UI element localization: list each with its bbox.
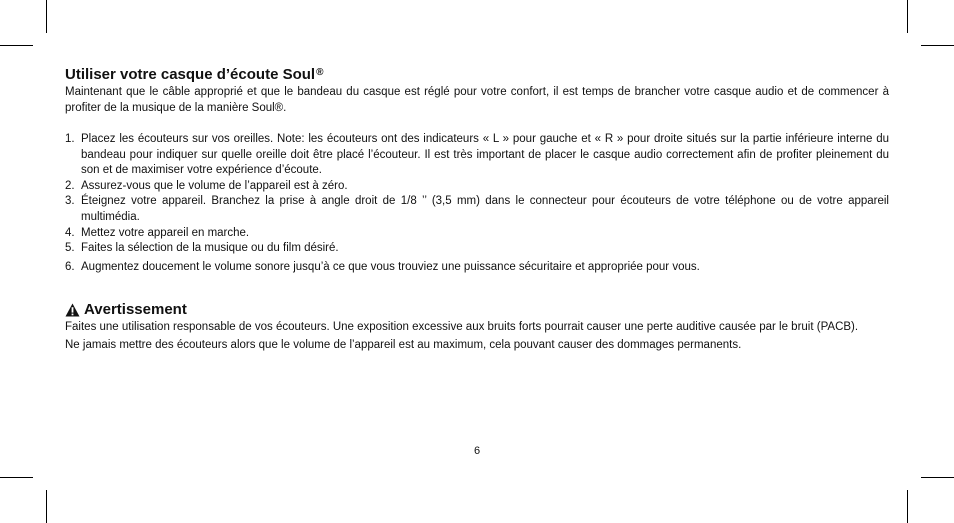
step-item [65,241,889,257]
step-number: 5. [65,242,75,255]
step-item [65,179,889,195]
crop-mark-bottom-right-horizontal [921,477,954,478]
warning-paragraph: Ne jamais mettre des écouteurs alors que le volume de l’appareil est au maximum, cela pouvant causer des dommages permanents. [65,339,742,352]
step-number: 6. [65,260,75,273]
step-text: Assurez-vous que le volume de l’appareil est à zéro. [81,179,348,192]
step-text: Éteignez votre appareil. Branchez la prise à angle droit de 1/8 ’’ (3,5 mm) dans le connecteur pour écouteurs de votre téléphone ou de votre appareil multimédia. [81,195,889,223]
crop-mark-top-right-vertical [907,0,908,33]
step-text: Faites la sélection de la musique ou du film désiré. [81,242,339,255]
step-text: Augmentez doucement le volume sonore jusqu’à ce que vous trouviez une puissance sécuritaire et appropriée pour vous. [81,260,700,273]
step-number: 2. [65,179,75,192]
warning-heading-text: Avertissement [84,301,187,319]
step-number: 3. [65,195,75,208]
crop-mark-top-left-horizontal [0,45,33,46]
step-item [65,226,889,242]
step-number: 4. [65,226,75,239]
warning-paragraph: Faites une utilisation responsable de vos écouteurs. Une exposition excessive aux bruits forts pourrait causer une perte auditive causée par le bruit (PACB). [65,321,859,334]
page-number: 6 [473,445,481,457]
warning-triangle-icon [65,303,80,317]
warning-heading [65,301,889,319]
crop-mark-bottom-left-vertical [46,490,47,523]
page-title-text: Utiliser votre casque d’écoute Soul [65,66,316,83]
intro-paragraph: Maintenant que le câble approprié et que le bandeau du casque est réglé pour votre confort, il est temps de brancher votre casque audio et de commencer à profiter de la musique de la manière Soul®. [65,86,889,114]
steps-list [65,132,889,275]
page-content [65,64,889,354]
step-text: Mettez votre appareil en marche. [81,226,250,239]
crop-mark-bottom-right-vertical [907,490,908,523]
step-item [65,194,889,225]
page-title [65,64,889,84]
crop-mark-bottom-left-horizontal [0,477,33,478]
crop-mark-top-right-horizontal [921,45,954,46]
step-item [65,260,889,276]
step-item [65,132,889,179]
step-text: Placez les écouteurs sur vos oreilles. Note: les écouteurs ont des indicateurs « L » pour gauche et « R » pour droite situés sur la partie inférieure interne du bandeau pour indiquer sur quelle oreille doit être placé l’écouteur. Il est très important de placer le casque audio correctement afin de profiter pleinement du son et de maximiser votre expérience d’écoute. [81,133,889,177]
crop-mark-top-left-vertical [46,0,47,33]
step-number: 1. [65,133,75,145]
registered-mark: ® [316,67,324,78]
